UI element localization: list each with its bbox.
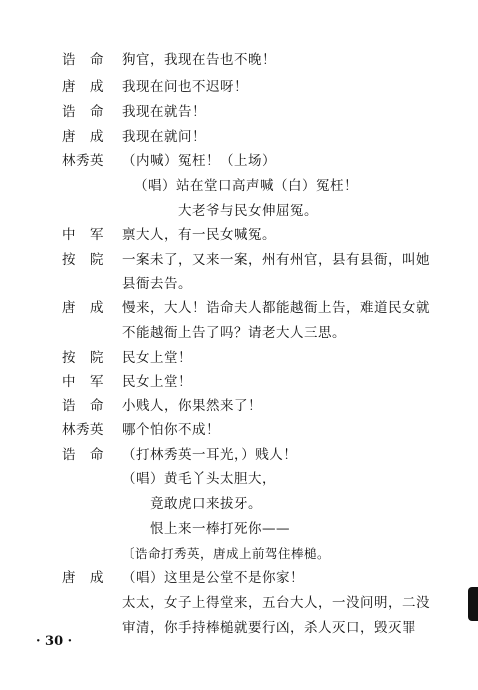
dialogue-text: 小贱人，你果然来了！ (122, 398, 262, 414)
dialogue-text: 我现在就告！ (122, 104, 206, 120)
dialogue-text: 民女上堂！ (122, 374, 192, 390)
stage-direction: 〔诰命打秀英，唐成上前驾住棒槌。 (122, 546, 331, 561)
sung-line: （唱）站在堂口高声喊（白）冤枉！ (134, 178, 358, 194)
speaker-label: 唐 成 (62, 129, 104, 145)
sung-line: （唱）黄毛丫头太胆大， (122, 471, 276, 487)
speaker-label: 诰 命 (62, 104, 104, 120)
dialogue-text: 狗官，我现在告也不晚！ (122, 52, 276, 68)
scan-edge-mark (468, 587, 478, 621)
speaker-label: 林秀英 (62, 153, 104, 169)
dialogue-continuation: 县衙去告。 (122, 276, 192, 292)
dialogue-text: （内喊）冤枉！（上场） (122, 153, 276, 169)
dialogue-continuation: 太太，女子上得堂来，五台大人，一没问明，二没 (122, 595, 430, 611)
dialogue-text: 我现在问也不迟呀！ (122, 79, 248, 95)
dialogue-text: （打林秀英一耳光，）贱人！ (122, 447, 298, 463)
speaker-label: 唐 成 (62, 79, 104, 95)
dialogue-text: 禀大人，有一民女喊冤。 (122, 227, 276, 243)
speaker-label: 按 院 (62, 350, 104, 366)
dialogue-text: （唱）这里是公堂不是你家！ (122, 570, 304, 586)
dialogue-text: 慢来，大人！诰命夫人都能越衙上告，难道民女就 (122, 300, 430, 316)
dialogue-text: 一案未了，又来一案，州有州官，县有县衙，叫她 (122, 252, 430, 268)
dialogue-text: 我现在就问！ (122, 129, 206, 145)
sung-line: 竟敢虎口来拔牙。 (150, 496, 262, 512)
sung-line: 恨上来一棒打死你—— (150, 521, 290, 537)
dialogue-text: 民女上堂！ (122, 350, 192, 366)
speaker-label: 唐 成 (62, 300, 104, 316)
dialogue-continuation: 不能越衙上告了吗？请老大人三思。 (122, 325, 346, 341)
speaker-label: 按 院 (62, 252, 104, 268)
speaker-label: 中 军 (62, 374, 104, 390)
speaker-label: 中 军 (62, 227, 104, 243)
speaker-label: 诰 命 (62, 52, 104, 68)
speaker-label: 诰 命 (62, 447, 104, 463)
page-number: · 30 · (36, 634, 73, 649)
dialogue-text: 哪个怕你不成！ (122, 422, 220, 438)
sung-line: 大老爷与民女伸屈冤。 (178, 203, 318, 219)
speaker-label: 唐 成 (62, 570, 104, 586)
dialogue-continuation: 审清，你手持棒槌就要行凶，杀人灭口，毁灭罪 (122, 620, 416, 636)
speaker-label: 诰 命 (62, 398, 104, 414)
speaker-label: 林秀英 (62, 422, 104, 438)
